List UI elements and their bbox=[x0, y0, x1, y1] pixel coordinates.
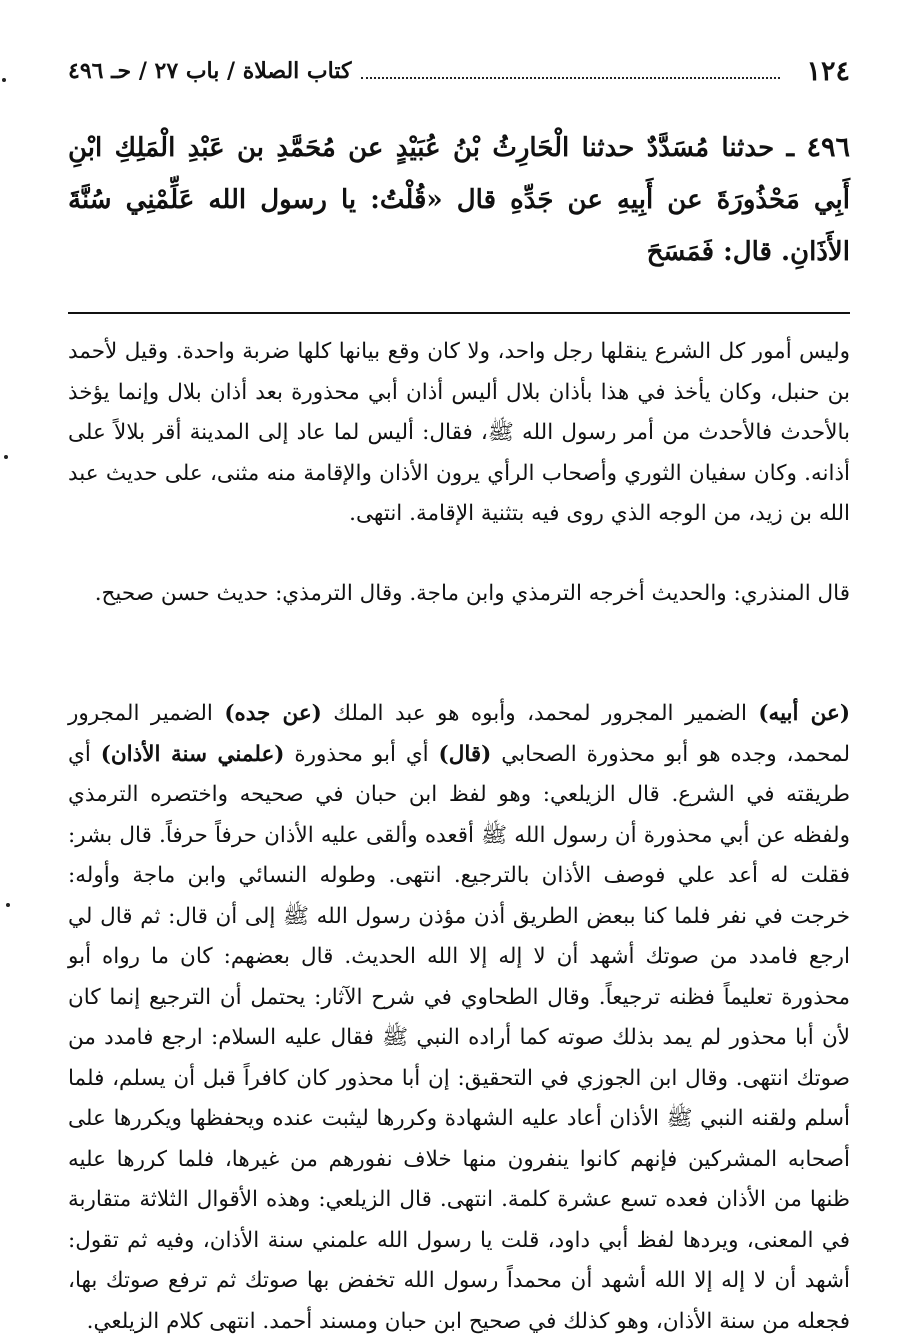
hadith-text-block bbox=[68, 122, 850, 278]
reference-phrase: (عن أبيه) bbox=[758, 701, 850, 726]
commentary-paragraph-1: وليس أمور كل الشرع ينقلها رجل واحد، ولا كان وقع بيانها كلها ضربة واحدة. وقيل لأحمد بن حنبل، وكان يأخذ في هذا بأذان بلال أليس أذان أبي محذورة بعد أذان بلال وإنما يؤخذ بالأحدث فالأحدث من أمر رسول الله ﷺ، فقال: أليس لما عاد إلى المدينة أقر بلالاً على أذانه. وكان سفيان الثوري وأصحاب الرأي يرون الأذان والإقامة منه مثنى، على حديث عبد الله بن زيد، من الوجه الذي روى فيه بتثنية الإقامة. انتهى. bbox=[68, 339, 850, 526]
scan-speck bbox=[6, 903, 10, 907]
commentary-text: أي طريقته في الشرع. قال الزيلعي: وهو لفظ ابن حبان في صحيحه واختصره الترمذي ولفظه عن أبي محذورة أن رسول الله ﷺ أقعده وألقى عليه الأذان حرفاً حرفاً. قال بشر: فقلت له أعد علي فوصف الأذان بالترجيع. انتهى. وطوله النسائي وابن ماجة وأوله: خرجت في نفر فلما كنا ببعض الطريق أذن مؤذن رسول الله ﷺ إلى أن قال: ثم قال لي ارجع فامدد من صوتك أشهد أن لا إله إلا الله الحديث. قال بعضهم: كان ما رواه أبو محذورة تعليماً فظنه ترجيعاً. وقال الطحاوي في شرح الآثار: يحتمل أن الترجيع إنما كان لأن أبا محذور لم يمد بذلك صوته كما أراده النبي ﷺ فقال عليه السلام: ارجع فامدد من صوتك انتهى. وقال ابن الجوزي في التحقيق: إن أبا محذور كان كافراً قبل أن يسلم، فلما أسلم ولقنه النبي ﷺ الأذان أعاد عليه الشهادة وكررها ليثبت عنده ويحفظها ويكررها على أصحابه المشركين فإنهم كانوا ينفرون منها خلاف نفورهم من غيرها، فلما كررها عليه ظنها من الأذان فعده تسع عشرة كلمة. انتهى. قال الزيلعي: وهذه الأقوال الثلاثة متقاربة في المعنى، ويردها لفظ أبي داود، قلت يا رسول الله علمني سنة الأذان، وفيه ثم تقول: أشهد أن لا إله إلا الله أشهد أن محمداً رسول الله تخفض بها صوتك ثم ترفع صوتك بها، فجعله من سنة الأذان، وهو كذلك في صحيح ابن حبان ومسند أحمد. انتهى كلام الزيلعي. bbox=[68, 741, 850, 1334]
running-head: كتاب الصلاة / باب ٢٧ / حـ ٤٩٦ bbox=[68, 58, 352, 84]
scan-speck bbox=[4, 455, 8, 459]
footnote-separator bbox=[68, 312, 850, 314]
reference-phrase: (علمني سنة الأذان) bbox=[100, 741, 285, 767]
page-number: ١٢٤ bbox=[806, 55, 850, 87]
hadith-number: ٤٩٦ bbox=[806, 132, 850, 163]
reference-phrase: (عن جده) bbox=[224, 701, 322, 726]
commentary-text: الضمير المجرور لمحمد، وجده هو أبو محذورة الصحابي bbox=[68, 701, 851, 767]
commentary-text: الضمير المجرور لمحمد، وأبوه هو عبد الملك bbox=[321, 701, 759, 726]
scan-speck bbox=[2, 78, 6, 82]
hadith-text: ـ حدثنا مُسَدَّدٌ حدثنا الْحَارِثُ بْنُ عُبَيْدٍ عن مُحَمَّدِ بن عَبْدِ الْمَلِكِ ابْنِ أَبِي مَحْذُورَةَ عن أَبِيهِ عن جَدِّهِ قال «قُلْتُ: يا رسول الله عَلِّمْنِي سُنَّةَ الأَذَانِ. قال: فَمَسَحَ bbox=[68, 133, 850, 267]
commentary-paragraph-2: قال المنذري: والحديث أخرجه الترمذي وابن ماجة. وقال الترمذي: حديث حسن صحيح. bbox=[94, 581, 850, 606]
reference-phrase: (قال) bbox=[438, 741, 492, 767]
page-header bbox=[68, 50, 850, 92]
header-dot-leader bbox=[361, 77, 780, 79]
commentary-text: أي أبو محذورة bbox=[284, 741, 439, 767]
commentary-paragraph-3 bbox=[68, 694, 850, 1342]
